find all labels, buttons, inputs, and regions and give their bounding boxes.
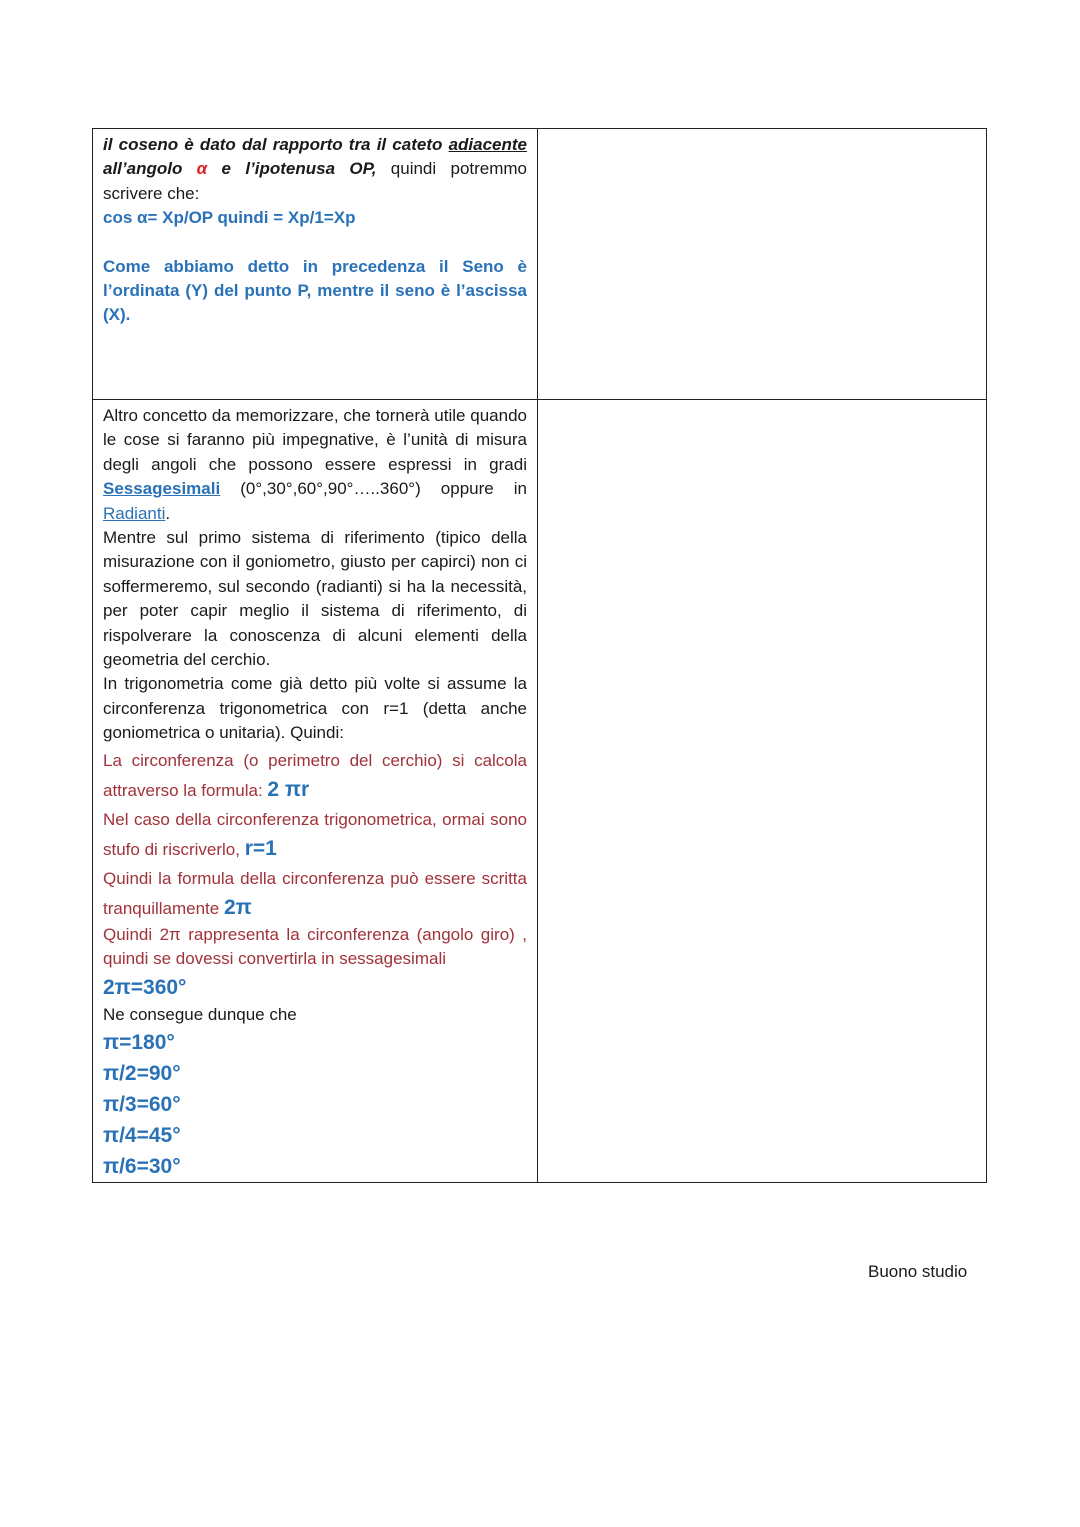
two-pi-formula: 2π	[223, 895, 252, 919]
table-row	[93, 129, 987, 400]
cosine-formula: cos α= Xp/OP quindi = Xp/1=Xp	[103, 208, 356, 228]
table-row	[93, 400, 987, 1183]
sine-note: Come abbiamo detto in precedenza il Seno è l’ordinata (Y) del punto P, mentre il seno è l’ascissa (X).	[103, 256, 527, 325]
eq-pi-180: π=180°	[103, 1030, 175, 1054]
left-cell-radians	[93, 400, 538, 1183]
units-intro: Altro concetto da memorizzare, che tornerà utile quando le cose si faranno più impegnative, è l’unità di misura degli angoli che possono essere espressi in gradi Sessagesimali (0°,30°,60°,90°…..360°) oppure in Radianti.	[103, 406, 527, 523]
circumference-formula-text: La circonferenza (o perimetro del cerchio) si calcola attraverso la formula: 2 πr	[103, 750, 527, 801]
eq-pi6-30: π/6=30°	[103, 1154, 181, 1178]
eq-pi2-90: π/2=90°	[103, 1061, 181, 1085]
right-cell-empty	[538, 129, 987, 400]
eq-2pi-360: 2π=360°	[103, 975, 187, 999]
radianti-link[interactable]: Radianti	[103, 503, 166, 523]
right-cell-empty	[538, 400, 987, 1183]
radius-text: Nel caso della circonferenza trigonometrica, ormai sono stufo di riscriverlo, r=1	[103, 809, 527, 860]
circumference-formula: 2 πr	[267, 777, 310, 801]
adiacente-term: adiacente	[448, 135, 527, 154]
sessagesimali-link[interactable]: Sessagesimali	[103, 479, 221, 499]
footer-signoff: Buono studio	[868, 1262, 968, 1281]
consegue-text: Ne consegue dunque che	[103, 1004, 297, 1024]
left-cell-cosine	[93, 129, 538, 400]
full-angle-text: Quindi 2π rappresenta la circonferenza (angolo giro) , quindi se dovessi convertirla in sessagesimali	[103, 924, 527, 969]
notes-table	[92, 128, 987, 1183]
trig-circle-paragraph: In trigonometria come già detto più volte si assume la circonferenza trigonometrica con r=1 (detta anche goniometrica o unitaria). Quindi:	[103, 674, 527, 743]
two-pi-text: Quindi la formula della circonferenza può essere scritta tranquillamente 2π	[103, 868, 527, 919]
cosine-definition: il coseno è dato dal rapporto tra il cateto adiacente all’angolo α e l’ipotenusa OP, quindi potremmo scrivere che:	[103, 135, 528, 203]
reference-system-paragraph: Mentre sul primo sistema di riferimento (tipico della misurazione con il goniometro, giusto per capirci) non ci soffermeremo, sul secondo (radianti) si ha la necessità, per poter capir meglio il sistema di riferimento, di rispolverare la conoscenza di alcuni elementi della geometria del cerchio.	[103, 528, 527, 670]
radius-formula: r=1	[244, 836, 277, 860]
eq-pi4-45: π/4=45°	[103, 1123, 181, 1147]
alpha-symbol: α	[196, 159, 208, 179]
eq-pi3-60: π/3=60°	[103, 1092, 181, 1116]
